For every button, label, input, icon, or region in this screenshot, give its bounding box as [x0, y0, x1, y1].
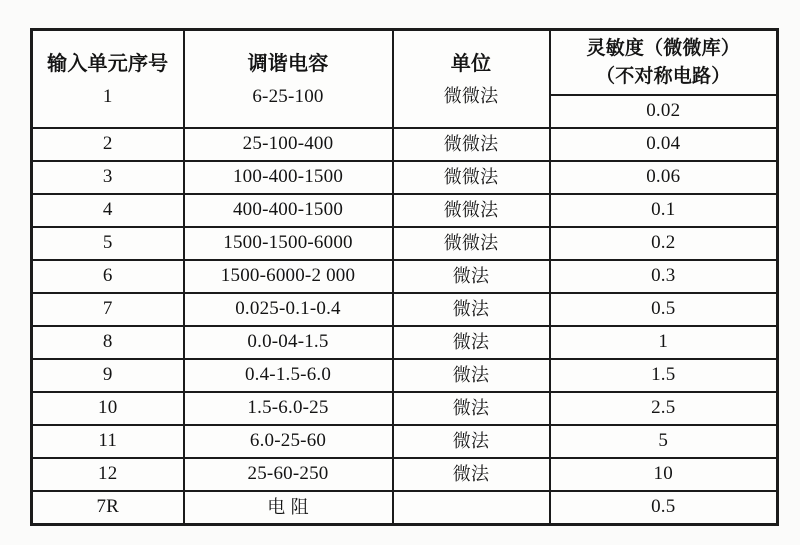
- header-cell-unit: [393, 30, 550, 129]
- cell-unit: [393, 491, 550, 525]
- cell-serial: 5: [32, 227, 184, 260]
- cell-capacitance: 6.0-25-60: [184, 425, 393, 458]
- cell-unit: 微法: [393, 458, 550, 491]
- cell-capacitance: 100-400-1500: [184, 161, 393, 194]
- cell-serial: 12: [32, 458, 184, 491]
- cell-capacitance: 400-400-1500: [184, 194, 393, 227]
- column-title-capacitance: 调谐电容: [247, 52, 329, 75]
- cell-unit: 微法: [393, 293, 550, 326]
- cell-unit: 微微法: [393, 161, 550, 194]
- cell-serial: 10: [32, 392, 184, 425]
- cell-capacitance: 25-100-400: [184, 128, 393, 161]
- cell-sensitivity: 0.5: [550, 293, 778, 326]
- first-row-sensitivity: 0.02: [550, 95, 778, 128]
- cell-sensitivity: 2.5: [550, 392, 778, 425]
- cell-unit: 微法: [393, 425, 550, 458]
- capacitance-table: [30, 28, 779, 526]
- table-row: [32, 392, 778, 425]
- first-row-serial: 1: [102, 85, 113, 107]
- table-row: [32, 227, 778, 260]
- table-body: [32, 128, 778, 525]
- cell-sensitivity: 5: [550, 425, 778, 458]
- cell-sensitivity: 0.2: [550, 227, 778, 260]
- cell-capacitance: 电 阻: [184, 491, 393, 525]
- cell-capacitance: 1500-1500-6000: [184, 227, 393, 260]
- cell-sensitivity: 0.06: [550, 161, 778, 194]
- cell-sensitivity: 10: [550, 458, 778, 491]
- cell-sensitivity: 0.3: [550, 260, 778, 293]
- table-row: [32, 128, 778, 161]
- table-row: [32, 326, 778, 359]
- cell-unit: 微微法: [393, 128, 550, 161]
- first-row-unit: 微微法: [443, 86, 499, 107]
- column-title-sensitivity-line2: （不对称电路）: [596, 65, 731, 87]
- cell-serial: 7R: [32, 491, 184, 525]
- cell-sensitivity: 1: [550, 326, 778, 359]
- cell-sensitivity: 0.1: [550, 194, 778, 227]
- table-row: [32, 161, 778, 194]
- column-title-unit: 单位: [450, 53, 492, 76]
- cell-serial: 11: [32, 425, 184, 458]
- cell-sensitivity: 1.5: [550, 359, 778, 392]
- cell-unit: 微法: [393, 326, 550, 359]
- table-row: [32, 293, 778, 326]
- cell-capacitance: 1500-6000-2 000: [184, 260, 393, 293]
- cell-capacitance: 0.4-1.5-6.0: [184, 359, 393, 392]
- cell-unit: 微微法: [393, 194, 550, 227]
- header-cell-capacitance: [184, 30, 393, 129]
- cell-serial: 2: [32, 128, 184, 161]
- cell-unit: 微微法: [393, 227, 550, 260]
- cell-sensitivity: 0.04: [550, 128, 778, 161]
- cell-serial: 4: [32, 194, 184, 227]
- header-row: [32, 30, 778, 96]
- header-cell-serial: [32, 30, 184, 129]
- column-title-serial: 输入单元序号: [47, 52, 169, 75]
- table-header-block: [32, 30, 778, 129]
- cell-serial: 3: [32, 161, 184, 194]
- table-row: [32, 491, 778, 525]
- column-title-sensitivity-line1: 灵敏度（微微库）: [586, 38, 741, 60]
- first-row-capacitance: 6-25-100: [252, 85, 324, 107]
- cell-unit: 微法: [393, 359, 550, 392]
- cell-capacitance: 0.025-0.1-0.4: [184, 293, 393, 326]
- cell-serial: 8: [32, 326, 184, 359]
- cell-unit: 微法: [393, 392, 550, 425]
- table-row: [32, 194, 778, 227]
- cell-serial: 7: [32, 293, 184, 326]
- cell-capacitance: 0.0-04-1.5: [184, 326, 393, 359]
- cell-capacitance: 25-60-250: [184, 458, 393, 491]
- table-row: [32, 260, 778, 293]
- table-row: [32, 425, 778, 458]
- cell-unit: 微法: [393, 260, 550, 293]
- cell-serial: 6: [32, 260, 184, 293]
- cell-sensitivity: 0.5: [550, 491, 778, 525]
- cell-capacitance: 1.5-6.0-25: [184, 392, 393, 425]
- cell-serial: 9: [32, 359, 184, 392]
- header-cell-sensitivity: [550, 30, 778, 96]
- table-row: [32, 359, 778, 392]
- table-row: [32, 458, 778, 491]
